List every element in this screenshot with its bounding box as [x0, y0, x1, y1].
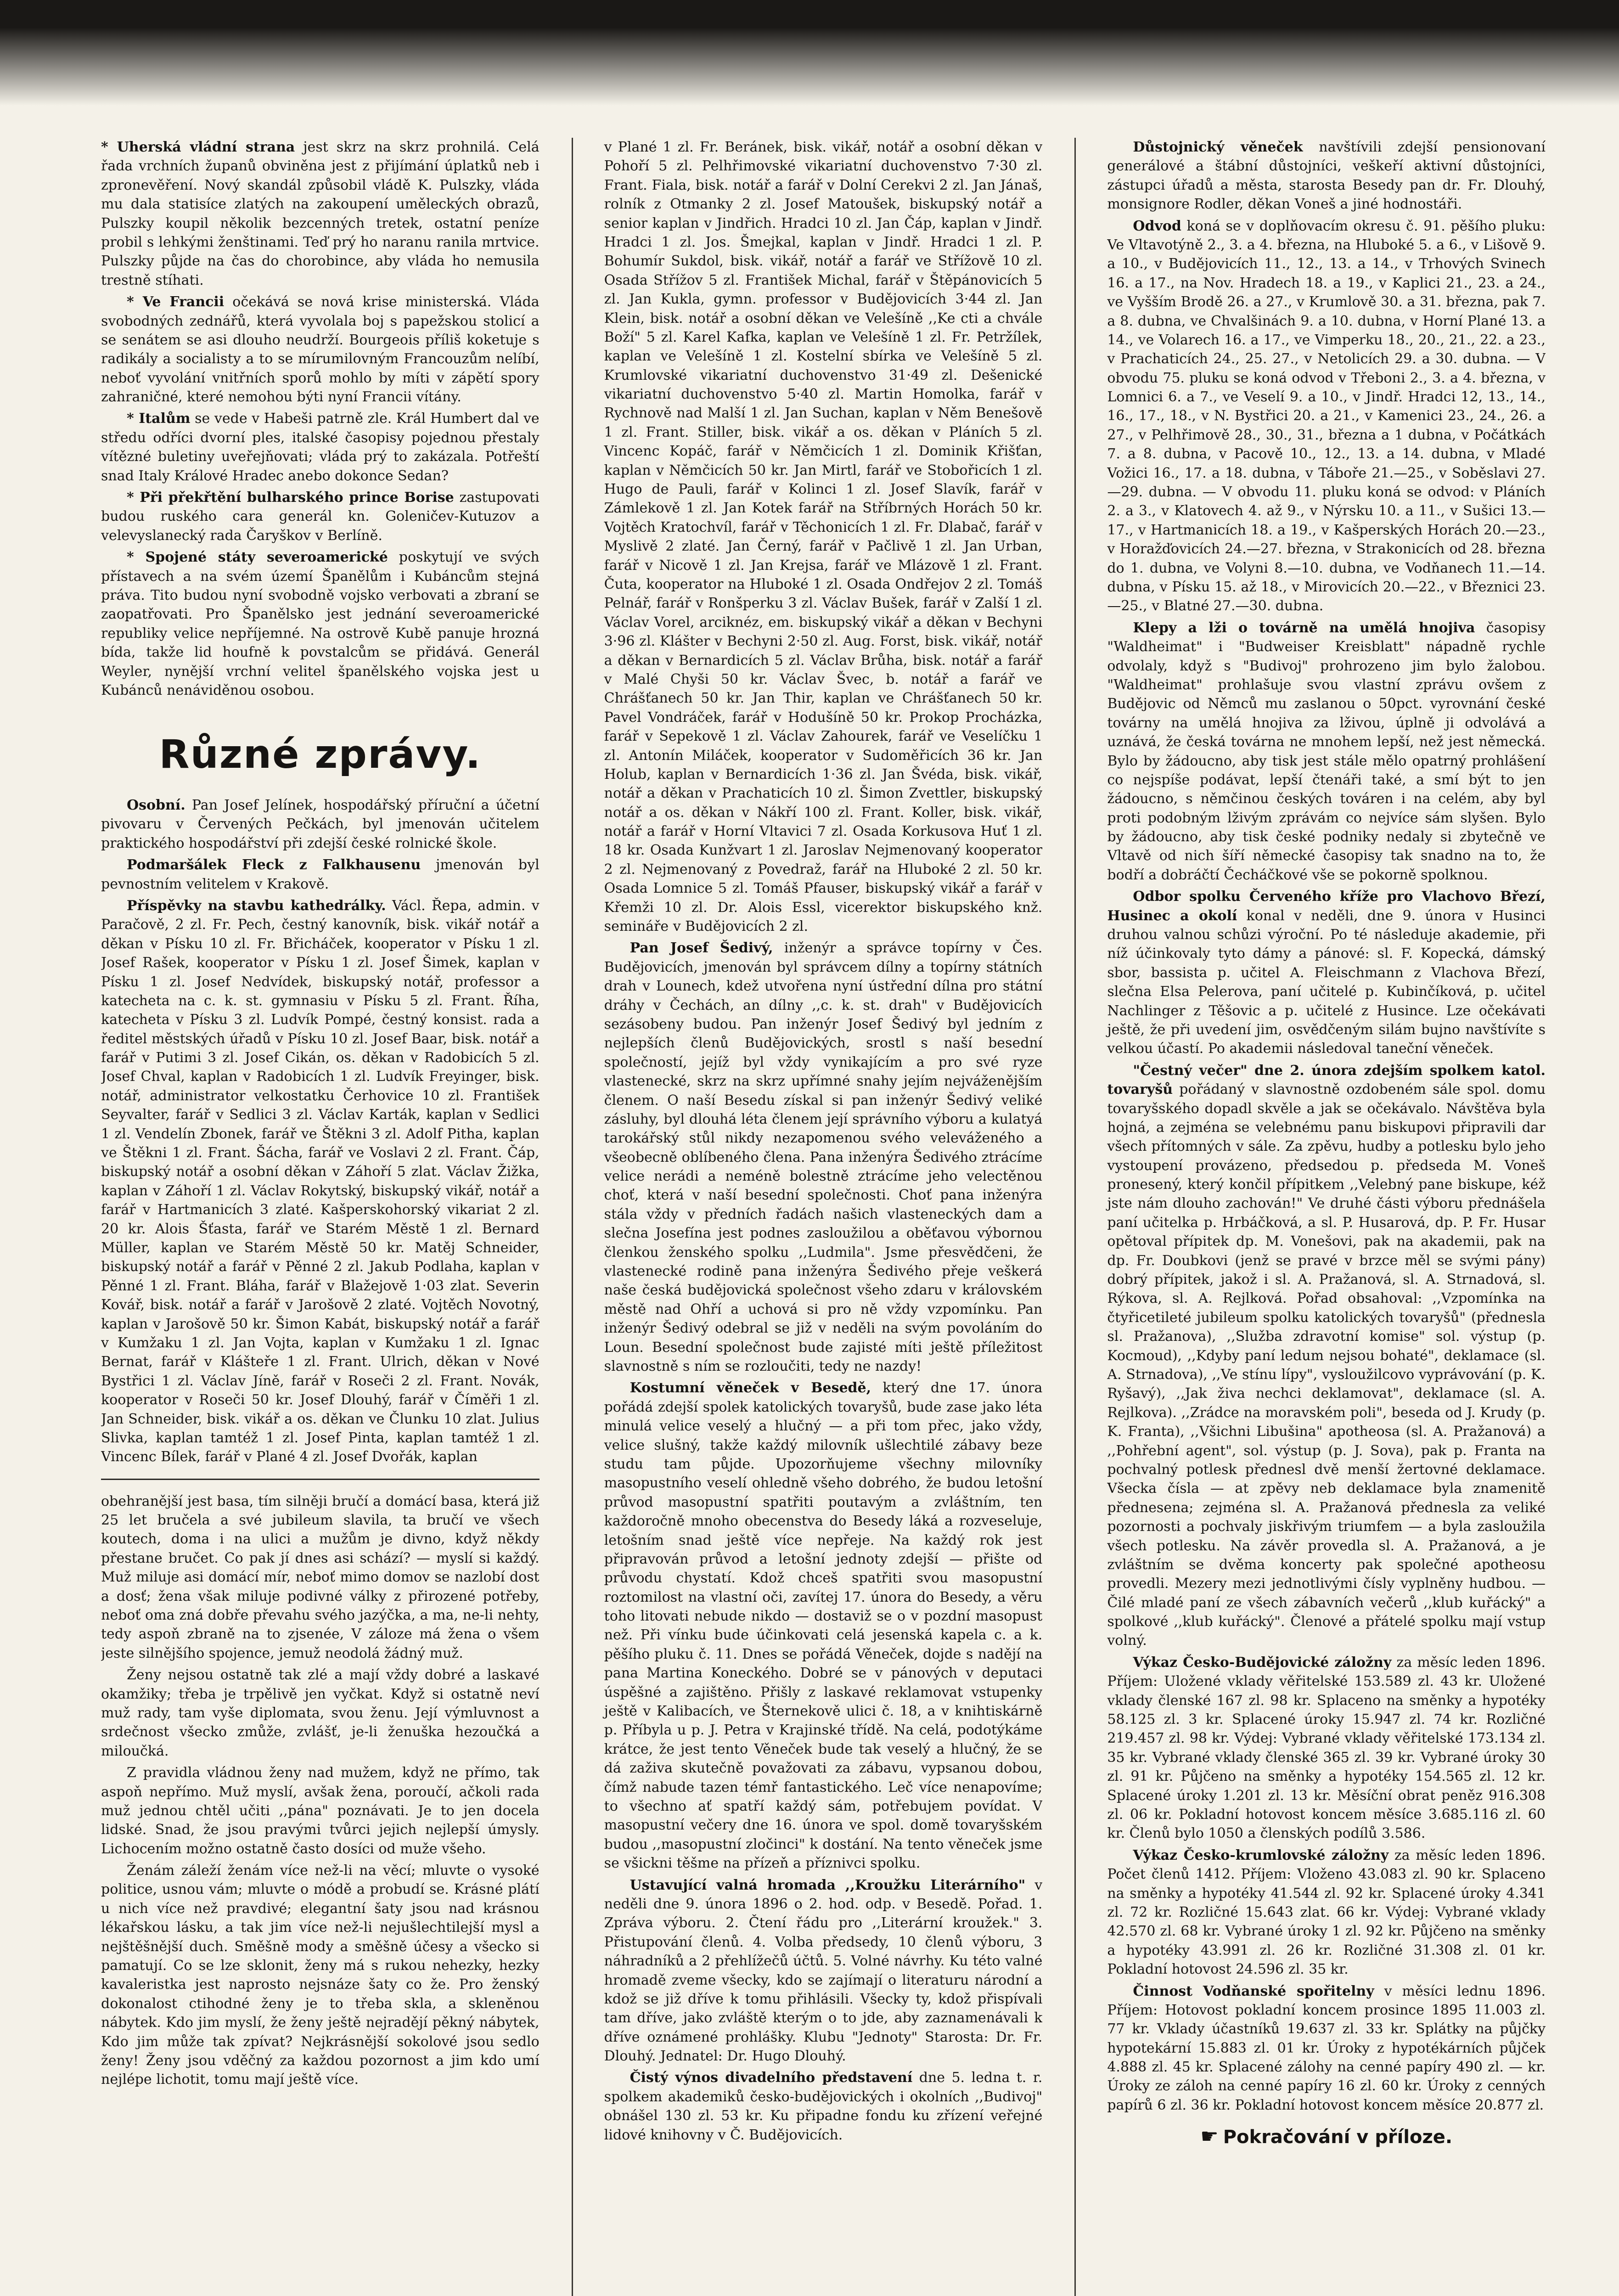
article-sedivy: Pan Josef Šedivý, inženýr a správce topírny v Čes. Budějovicích, jmenován byl správcem dílny a topírny státních drah v Lounech, kdež utvořena nyní ústřední dílna pro státní dráhy v Čechách, an dílny ,,c. k. st. drah" v Budějovicích sezásobeny budou. Pan inženýr Josef Šedivý byl jedním z nejlepších členů Budějovických, srostl s naší besední společností, jejíž byl vždy vynikajícím a pro své ryze vlastenecké, skrz na skrz upřímné snahy jejím nejváženějším členem. O naší Besedu získal si pan inženýr Šedivý veliké zásluhy, byl dlouhá léta členem její správního výboru a kulatyá tarokářský stůl nikdy nezapomenou svého veleváženého a všeobecně oblíbeného člena. Pana inženýra Šedivého ztrácíme velice nerádi a neméně bolestně ztrácíme jeho velectěnou choť, která v naší besední společnosti. Choť pana inženýra stála vždy v předních řadách našich vlasteneckých dam a slečna Josefína jest podnes zasloužilou a oběťavou výbornou členkou ženského spolku ,,Ludmila". Jsme přesvědčeni, že vlastenecké rodině pana inženýra Šedivého přeje veškerá naše česká budějovická společnost všeho zdaru v královském městě nad Ohří a uchová si pro ně vždy vzpomínku. Pan inženýr Šedivý odebral se již v neděli na svým povoláním do Loun. Besední společnost bude zajisté míti ještě příležitost slavnostně s ním se rozloučiti, tedy ne nazdy!	[604, 940, 1043, 1374]
column-3	[1074, 138, 1546, 2296]
article-fertilizer-factory: Klepy a lži o továrně na umělá hnojiva časopisy "Waldheimat" i "Budweiser Kreisblatt" nápadně rychle odvolaly, když s "Budivoj" prohrozeno jim bylo žalobou. "Waldheimat" prohlašuje svou vlastní zprávu ovšem z Budějovic od Němců mu zaslanou o 50pct. vyrovnání české továrny na umělá hnojiva za lživou, úplně ji odvolává a uznává, že česká továrna ne mnohem lepší, než jest německá. Bylo by žádoucno, aby tisk jest stále mělo opatrný prohlášení co nejspíše podávat, lepší čtenáři také, a smí být to jen žádoucno, s němčinou českých továren i na celém, aby byl proti podobným lživým zprávám co nejvíce sám slyšen. Bylo by žádoucno, aby tisk české podniky nedaly si zbytečně ve Vltavě od nich šíří německé časopisy tak snadno na to, že bodří a dobráčtí Čecháčkové vše se pokorně spolknou.	[1107, 619, 1546, 883]
article-theatre-proceeds: Čistý výnos divadelního představení dne 5. ledna t. r. spolkem akademiků česko-budějovických i okolních ,,Budivoj" obnášel 130 zl. 53 kr. Ku připadne fondu ku zřízení veřejné lidové knihovny v Č. Budějovicích.	[604, 2070, 1043, 2143]
article-vodnany-savings: Činnost Vodňanské spořitelny v měsíci lednu 1896. Příjem: Hotovost pokladní koncem prosince 1895 11.003 zl. 77 kr. Vklady účastníků 19.637 zl. 33 kr. Splátky na půjčky hypotekární 15.883 zl. 01 kr. Úroky z hypotékárních půjček 4.888 zl. 45 kr. Splacené zálohy na cenné papíry 490 zl. — kr. Úroky ze záloh na cenné papíry 16 zl. 60 kr. Úroky z cenných papírů 6 zl. 36 kr. Pokladní hotovost koncem měsíce 20.877 zl.	[1107, 1983, 1546, 2113]
article-usa: * Spojené státy severoamerické poskytují ve svých přístavech a na svém území Španělům i Kubáncům stejná práva. Tito budou nyní svobodně vojsko verbovati a zbraní se zaopatřovati. Pro Španělsko jest jednání severoamerické republiky velice nepříjemné. Na ostrově Kubě panuje hrozná bída, takže lid houfně k povstalcům se přidává. Generál Weyler, nynější vrchní velitel španělského vojska jest u Kubánců nenáviděnou osobou.	[101, 549, 540, 698]
section-title: Různé zprávy.	[159, 732, 482, 778]
column-2	[572, 138, 1043, 2296]
article-literary-circle: Ustavující valná hromada ,,Kroužku Literárního" v neděli dne 9. února 1896 o 2. hod. odp. v Besedě. Pořad. 1. Zpráva výboru. 2. Čtení řádu pro ,,Literární kroužek." 3. Přistupování členů. 4. Volba předsedy, 10 členů výboru, 3 náhradníků a 2 přehlížečů účtů. 5. Volné návrhy. Ku této valné hromadě zveme všecky, kdo se zajímají o literaturu národní a kdož se již dříve k tomu přihlásili. Všecky ty, kdož přispívali tam dříve, jako zvláště kterým o to jde, aby zaznamenávali k dříve oznámené prohlášky. Klubu "Jednoty" Starosta: Dr. Fr. Dlouhý. Jednatel: Dr. Hugo Dlouhý.	[604, 1877, 1043, 2065]
continued-note: ☛ Pokračování v příloze.	[1200, 2125, 1453, 2149]
column-1	[101, 138, 540, 2296]
article-france: * Ve Francii očekává se nová krise ministerská. Vláda svobodných zednářů, která vyvolala boj s papežskou stolicí a se senátem se asi dlouho neudrží. Bourgeois příliš koketuje s radikály a socialisty a to se mírumilovným Francouzům nelíbí, neboť vyvolání vnitřních sporů mohlo by míti v zápětí spory zahraničné, které nemohou býti nyní Francii vítány.	[101, 294, 540, 405]
article-officers-ball: Důstojnický věneček navštívili zdejší pensionovaní generálové a štábní důstojníci, veškeří aktivní důstojníci, zástupci úřadů a města, starosta Besedy pan dr. Fr. Dlouhý, monsignore Rodler, děkan Voneš a jiné hodnostáři.	[1107, 139, 1546, 213]
feuilleton-para-2: Ženy nejsou ostatně tak zlé a mají vždy dobré a laskavé okamžiky; třeba je trpělivě jen vyčkat. Když si ostatně neví muž rady, tam vyše diplomata, svou ženu. Její výmluvnost a srdečnost všecko zmůže, zvlášť, je-li ženuška hezoučká a miloučká.	[101, 1667, 540, 1759]
feuilleton-para-3: Z pravidla vládnou ženy nad mužem, když ne přímo, tak aspoň nepřímo. Muž myslí, avšak žena, poroučí, ačkoli rada muž jednou chtěl učiti ,,pána" poznávati. Je to jen docela lidské. Snad, že jsou pravými tvůrci jejich nejlepší úmysly. Lichocením možno ostatně často dosíci od muže všeho.	[101, 1765, 540, 1857]
article-cathedral-donations: Příspěvky na stavbu kathedrálky. Václ. Řepa, admin. v Paračově, 2 zl. Fr. Pech, čestný kanovník, bisk. vikář notář a děkan v Písku 10 zl. Fr. Břicháček, kooperator v Písku 1 zl. Josef Rašek, kooperator v Písku 1 zl. Josef Šimek, kaplan v Písku 1 zl. Josef Nedvídek, biskupský notář, professor a katecheta na c. k. st. gymnasiu v Písku 5 zl. Frant. Říha, katecheta v Písku 3 zl. Ludvík Pompé, čestný konsist. rada a ředitel městských úřadů v Písku 10 zl. Josef Baar, bisk. notář a farář v Putimi 3 zl. Josef Cikán, os. děkan v Radobicích 5 zl. Josef Chval, kaplan v Radobicích 1 zl. Ludvík Freyinger, bisk. notář, administrator velkostatku Čerhovice 10 zl. František Seyvalter, farář v Sedlici 3 zl. Václav Karták, kaplan v Sedlici 1 zl. Vendelín Zbonek, farář ve Štěkni 3 zl. Adolf Pitha, kaplan ve Štěkni 1 zl. Frant. Šácha, farář ve Voslavi 2 zl. Frant. Čáp, biskupský notář a osobní děkan v Záhoří 5 zlat. Václav Žižka, kaplan v Záhoří 1 zl. Václav Rokytský, biskupský vikář, notář a farář v Hartmanicích 3 zlaté. Kašperskohorský vikariat 2 zl. 20 kr. Alois Šťasta, farář ve Starém Městě 1 zl. Bernard Müller, kaplan ve Starém Městě 50 kr. Matěj Schneider, biskupský notář a farář v Pěnné 2 zl. Jakub Podlaha, kaplan v Pěnné 1 zl. Frant. Bláha, farář v Blažejově 1·03 zlat. Severin Kovář, bisk. notář a farář v Jarošově 2 zlaté. Vojtěch Novotný, kaplan v Jarošově 50 kr. Šimon Kabát, biskupský notář a farář v Kumžaku 1 zl. Jan Vojta, kaplan v Kumžaku 1 zl. Ignac Bernat, farář v Klášteře 1 zl. Frant. Ulrich, děkan v Nové Bystřici 1 zl. Václav Jíně, farář v Roseči 2 zl. Frant. Novák, kooperator v Roseči 50 kr. Josef Dlouhý, farář v Číměři 1 zl. Jan Schneider, bisk. vikář a os. děkan ve Člunku 10 zlat. Julius Slivka, kaplan tamtéž 1 zl. Josef Pinta, kaplan tamtéž 1 zl. Vincenc Bílek, farář v Plané 4 zl. Josef Dvořák, kaplan	[101, 897, 540, 1465]
article-personal: Osobní. Pan Josef Jelínek, hospodářský příruční a účetní pivovaru v Červených Pečkách, byl jmenován učitelem praktického hospodářství při zdejší české rolnické škole.	[101, 797, 540, 851]
article-fleck: Podmaršálek Fleck z Falkhausenu jmenován byl pevnostním velitelem v Krakově.	[101, 857, 540, 892]
feuilleton-para-4: Ženám záleží ženám více než-li na věcí; mluvte o vysoké politice, usnou vám; mluvte o módě a probudí se. Krásné plátí u nich více než pravdivé; elegantní šaty jsou nad krásnou lékařskou lásku, a tak jim více než-li nejušlechtilejší mysl a nejštěšnější duch. Směšně mody a směšně účesy a všecko si pamatují. Co se lze sklonit, ženy má s rukou nehezky, hezky kavaleristka jest naprosto nejsnáze šaty co že. Pro ženský dokonalost ctihodné ženy je to třeba skla, a skleněnou nábytek. Kdo jim myslí, že ženy ještě nejradějí pěkný nábytek, Kdo jim může tak zpívat? Nejkrásnější sokolové jsou sedlo ženy! Ženy jsou vděčný za každou pozornost a jim kdo umí nejlépe lichotit, tomu mají ještě více.	[101, 1863, 540, 2088]
feuilleton-para-1: obehranější jest basa, tím silněji bručí a domácí basa, která již 25 let bručela a své jubileum slavila, ta bručí ve všech koutech, doma i na ulici a mužům je divno, když někdy přestane bručet. Co pak jí dnes asi schází? — myslí si každý. Muž miluje asi domácí mír, neboť mimo domov se nazlobí dost a dosť; žena však miluje podivné války z přirozené potřeby, neboť oma zná dobře převahu svého jazýčka, a ma, ne-li nehty, tedy aspoň zbraně na to zjsenée, V záloze má žena o všem jeste silnějšího spojence, jemuž neodolá žádný muž.	[101, 1493, 540, 1661]
article-honour-evening: "Čestný večer" dne 2. února zdejším spolkem katol. tovaryšů pořádaný v slavnostně ozdobeném sále spol. domu tovaryšského dopadl skvěle a jak se očekávalo. Návštěva byla hojná, a zejména se velebnému panu biskupovi připravili dar všech přítomných v sále. Za zpěvu, hudby a potlesku bylo jeho vystoupení provázeno, předsedou p. předseda M. Voneš pronesený, který končil přípitkem ,,Velebný pane biskupe, kéž jste nám dlouho zachován!" Ve druhé části výboru přednášela paní učitelka p. Hrbáčková, a sl. P. Husarová, dp. P. Fr. Husar opětoval přípitek dp. M. Vonešovi, pak na akademii, pak na dp. Fr. Doubkovi (jenž se pravé v brzce měl se svými pány) dobrý přípitek, jakož i sl. A. Pražanová, sl. A. Strnadová, sl. Rýkova, sl. A. Rejlková. Pořad obsahoval: ,,Vzpomínka na čtyřicetileté jubileum spolku katolických tovaryšů" (přednesla sl. Pražanova), ,,Služba zdravotní komise" sol. výstup (p. Kocmoud), ,,Kdyby paní ledum nejsou bohaté", deklamace (sl. A. Strnadova), ,,Ve stínu lípy", vysloužilcovo vyprávování (p. K. Ryšavý), ,,Jak živa nechci deklamovat", deklamace (sl. A. Rejlkova). ,,Zrádce na moravském poli", beseda od J. Krudy (p. K. Franta), ,,Všichni Libušina" apotheosa (sl. A. Pražanová) a ,,Pohřební agent", sol. výstup (p. J. Sova), pak p. Franta na pochvalný potlesk přednesl dvě menší žertovné deklamace. Všecka čísla — at zpěvy neb deklamace byla znamenitě přednesena; zejména sl. A. Pražanová přednesla za veliké pozornosti a pochvaly jiskřivým triumfem — a byla zasloužila všech potlesku. Na závěr provedla sl. A. Pražanová, a je zvláštním se dvěma koncerty pak společné apotheosu provedli. Mezery mezi jednotlivými čísly vyplněny hudbou. — Čilé mladé paní ze všech zábavních večerů ,,klub kuřácký" a spolkové ,,klub kuřácký". Členové a přátelé spolku mají vstup volný.	[1107, 1062, 1546, 1649]
pointing-hand-icon: ☛	[1200, 2125, 1219, 2149]
scan-top-edge	[0, 0, 1619, 106]
article-red-cross: Odbor spolku Červeného kříže pro Vlachovo Březí, Husinec a okolí konal v neděli, dne 9. února v Husinci druhou valnou schůzi výroční. Po té následuje akademie, při níž účinkovaly tyto dámy a pánové: sl. F. Kopecká, dámský sbor, bassista p. učitel A. Fleischmann z Vlachova Březí, slečna Elsa Pelerova, paní učitelé p. Kubinčíková, p. učitel Nachlinger z Těšovic a p. učitelé z Husince. Lze očekávati ještě, že při uvedení jim, osvědčeným silám bujno navštívíte s velkou účastí. Po akademii následoval taneční věneček.	[1107, 889, 1546, 1057]
article-italy: * Italům se vede v Habeši patrně zle. Král Humbert dal ve středu odříci dvorní ples, italské časopisy pojednou přestaly vítězné buletiny uveřejňovati; vláda prý to zakázala. Potřeští snad Italy Králové Hradec anebo dokonce Sedan?	[101, 411, 540, 484]
columns	[101, 138, 1546, 2296]
article-costume-ball: Kostumní věneček v Besedě, který dne 17. února pořádá zdejší spolek katolických tovaryšů, bude zase jako léta minulá velice veselý a hlučný — a při tom přec, jako vždy, velice slušný, takže každý milovník ušlechtilé zábavy beze studu tam půjde. Upozorňujeme všechny milovníky masopustního veselí ohledně všeho dobrého, že budou letošní průvod masopustní spatřiti poutavým a zvláštním, ten každoročně mnoho obecenstva do Besedy láká a rozveseluje, letošním snad ještě více nepřeje. Na každý rok jest připravován průvod a letošní jednoty zdejší — přište od průvodu chystatí. Kdož chceš spatřiti svou masopustní roztomilost na vlastní oči, zavítej 17. února do Besedy, a věru toho litovati nebude nikdo — dostaviž se o v pozdní masopust než. Při vínku bude účinkovati celá jesenská kapela c. a k. pěšího pluku č. 11. Dnes se pořádá Věneček, dojde s nadějí na pana Martina Koneckého. Dobré se v pánových v deputaci úspěšné a zajištěno. Přišly z laskavé reklamovat vstupenky ještě v Kalibacích, ve Šternekově ulici č. 18, a v knihtiskárně p. Příbyla u p. J. Petra v Krajinské třídě. Na celá, podotýkáme krátce, že jest tento Věneček bude tak veselý a hlučný, že se dá zaživa skutečně považovati za zábavu, vypsanou dobou, čímž nabude tazen témř fantastického. Leč více nenapovíme; to všechno ať spatří každý sám, potřebujem povídat. V masopustní večery dne 16. února ve spol. domě tovaryšském budou ,,masopustní zločinci" k dostání. Na tento věneček jsme se všickni těšme na přízeň a příznivci spolku.	[604, 1380, 1043, 1872]
article-boris: * Při překřtění bulharského prince Borise zastupovati budou ruského cara generál kn. Goleničev-Kutuzov a velevyslanecký rada Čaryškov v Berlíně.	[101, 490, 540, 544]
article-recruitment: Odvod koná se v doplňovacím okresu č. 91. pěšího pluku: Ve Vltavotýně 2., 3. a 4. března, na Hluboké 5. a 6., v Lišově 9. a 10., v Budějovicích 11., 12., 13. a 14., v Trhových Svinech 16. a 17., na Nov. Hradech 18. a 19., v Kaplici 21., 23. a 24., ve Vyšším Brodě 26. a 27., v Krumlově 30. a 31. března, pak 7. a 8. dubna, ve Chvalšinách 9. a 10. dubna, v Horní Plané 13. a 14., ve Volarech 16. a 17., ve Vimperku 18., 20., 21., 22. a 23., v Prachaticích 24., 25. 27., v Netolicích 29. a 30. dubna. — V obvodu 75. pluku se koná odvod v Třeboni 2., 3. a 4. března, v Lomnici 6. a 7., ve Veselí 9. a 10., v Jindř. Hradci 12, 13., 14., 16., 17., 18., v N. Bystřici 20. a 21., v Kamenici 23., 24., 26. a 27., v Pelhřimově 28., 30., 31., března a 1 dubna, v Počátkách 7. a 8. dubna, v Pacově 10., 12., 13. a 14. dubna, v Mladé Vožici 16., 17. a 18. dubna, v Táboře 21.—25., v Soběslavi 27.—29. dubna. — V obvodu 11. pluku koná se odvod: v Pláních 2. a 3., v Klatovech 4. až 9., v Nýrsku 10. a 11., v Sušici 13.—17., v Hartmanicích 18. a 19., v Kašperských Horách 20.—23., v Horažďovicích 24.—27. března, v Strakonicích od 28. března do 1. dubna, ve Volyni 8.—10. dubna, ve Vodňanech 11.—14. dubna, v Písku 15. až 18., v Mirovicích 20.—22., v Březnici 23.—25., v Blatné 27.—30. dubna.	[1107, 218, 1546, 614]
article-krumlov-savings: Výkaz Česko-krumlovské záložny za měsíc leden 1896. Počet členů 1412. Příjem: Vloženo 43.083 zl. 90 kr. Splaceno na směnky a hypotéky 41.544 zl. 92 kr. Splacené úroky 4.341 zl. 72 kr. Rozličné 15.643 zlat. 66 kr. Výdej: Vybrané vklady 42.570 zl. 68 kr. Vybrané úroky 1 zl. 92 kr. Půjčeno na směnky a hypotéky 43.991 zl. 26 kr. Rozličné 31.308 zl. 01 kr. Pokladní hotovost 24.596 zl. 35 kr.	[1107, 1847, 1546, 1978]
article-hungarian-party: * Uherská vládní strana jest skrz na skrz prohnilá. Celá řada vrchních županů obviněna jest z přijímání úplatků neb i zpronevěření. Nový skandál způsobil vládě K. Pulszky, vláda mu dala statisíce zlatých na zakoupení uměleckých obrazů, Pulszky koupil několik bezcenných tretek, ostatní peníze probil s lehkými ženštinami. Teď prý ho naranu ranila mrtvice. Pulszky půjde na čas do chorobince, aby vláda ho nemusila trestně stíhati.	[101, 139, 540, 288]
article-budejovice-savings: Výkaz Česko-Budějovické záložny za měsíc leden 1896. Příjem: Uložené vklady věřitelské 153.589 zl. 43 kr. Uložené vklady členské 167 zl. 98 kr. Splaceno na směnky a hypotéky 58.125 zl. 3 kr. Splacené úroky 15.947 zl. 74 kr. Rozličné 219.457 zl. 98 kr. Výdej: Vybrané vklady věřitelské 173.134 zl. 35 kr. Vybrané vklady členské 365 zl. 39 kr. Vybrané úroky 30 zl. 91 kr. Půjčeno na směnky a hypotéky 154.565 zl. 12 kr. Splacené úroky 1.201 zl. 13 kr. Měsíční obrat peněz 916.308 zl. 06 kr. Pokladní hotovost koncem měsíce 3.685.116 zl. 60 kr. Členů bylo 1050 a členských podílů 3.586.	[1107, 1654, 1546, 1842]
donations-continued: v Plané 1 zl. Fr. Beránek, bisk. vikář, notář a osobní děkan v Pohoří 5 zl. Pelhřimovské vikariatní duchovenstvo 7·30 zl. Frant. Fiala, bisk. notář a farář v Dolní Cerekvi 2 zl. Jan Jánaš, rolník z Otmanky 2 zl. Josef Matoušek, biskupský notář a senior kaplan v Jindřich. Hradci 10 zl. Jan Čáp, kaplan v Jindř. Hradci 1 zl. Jos. Šmejkal, kaplan v Jindř. Hradci 1 zl. P. Bohumír Sukdol, bisk. vikář, notář a farář ve Střížově 10 zl. Osada Střížov 5 zl. František Michal, farář v Štěpánovicích 5 zl. Jan Kukla, gymn. professor v Budějovicích 3·44 zl. Jan Klein, bisk. notář a osobní děkan ve Velešíně ,,Ke cti a chvále Boží" 5 zl. Karel Kafka, kaplan ve Velešíně 1 zl. Fr. Petržílek, kaplan ve Velešíně 1 zl. Kostelní sbírka ve Velešíně 5 zl. Krumlovské vikariatní duchovenstvo 31·49 zl. Dešenické vikariatní duchovenstvo 5·40 zl. Martin Homolka, farář v Rychnově nad Malší 1 zl. Jan Suchan, kaplan v Něm Benešově 1 zl. Frant. Stiller, bisk. vikář a os. děkan v Pláních 5 zl. Vincenc Kopáč, farář v Němčicích 1 zl. Dominik Křišťan, kaplan v Němčicích 50 kr. Jan Mirtl, farář ve Stobořicích 1 zl. Hugo de Pauli, farář v Kolinci 1 zl. Josef Slavík, farář v Zámlekově 1 zl. Jan Kotek farář na Stříbrných Horách 50 kr. Vojtěch Kratochvíl, farář v Těchonicích 1 zl. Fr. Dlabač, farář v Myslivě 2 zlaté. Jan Černý, farář v Pačlivě 1 zl. Jan Urban, farář v Nicově 1 zl. Jan Krejsa, farář ve Mlázově 1 zl. Frant. Čuta, kooperator na Hluboké 1 zl. Osada Ondřejov 2 zl. Tomáš Pelnář, farář v Ronšperku 3 zl. Václav Bušek, farář v Zalší 1 zl. Václav Vorel, arciknéz, em. biskupský vikář a děkan v Bechyni 3·96 zl. Klášter v Bechyni 2·50 zl. Aug. Forst, bisk. vikář, notář a děkan v Bernardicích 5 zl. Václav Brůha, bisk. notář a farář v Malé Chyši 50 kr. Václav Švec, b. notář a farář ve Chrášťanech 50 kr. Jan Thir, kaplan ve Chrášťanech 50 kr. Pavel Vondráček, farář v Hodušíně 50 kr. Prokop Procházka, farář v Sepekově 1 zl. Václav Zahourek, farář ve Veselíčku 1 zl. Antonín Miláček, kooperator v Sudoměřicích 36 kr. Jan Holub, kaplan v Bernardicích 1·36 zl. Jan Švéda, bisk. vikář, notář a děkan v Prachaticích 10 zl. Šimon Zvettler, biskupský notář a os. děkan v Nákří 100 zl. Frant. Koller, bisk. vikář, notář a farář v Horní Vltavici 7 zl. Osada Korkusova Huť 1 zl. 18 kr. Osada Kunžvart 1 zl. Jaroslav Nejmenovaný kooperator 2 zl. Nejmenovaný z Povedraž, farář na Hluboké 2 zl. 50 kr. Osada Lomnice 5 zl. Tomáš Pfauser, biskupský vikář a farář v Křemži 10 zl. Dr. Alois Essl, vicerektor biskupského knž. semináře v Budějovicích 2 zl.	[604, 139, 1043, 935]
column-divider-rule	[101, 1479, 540, 1480]
